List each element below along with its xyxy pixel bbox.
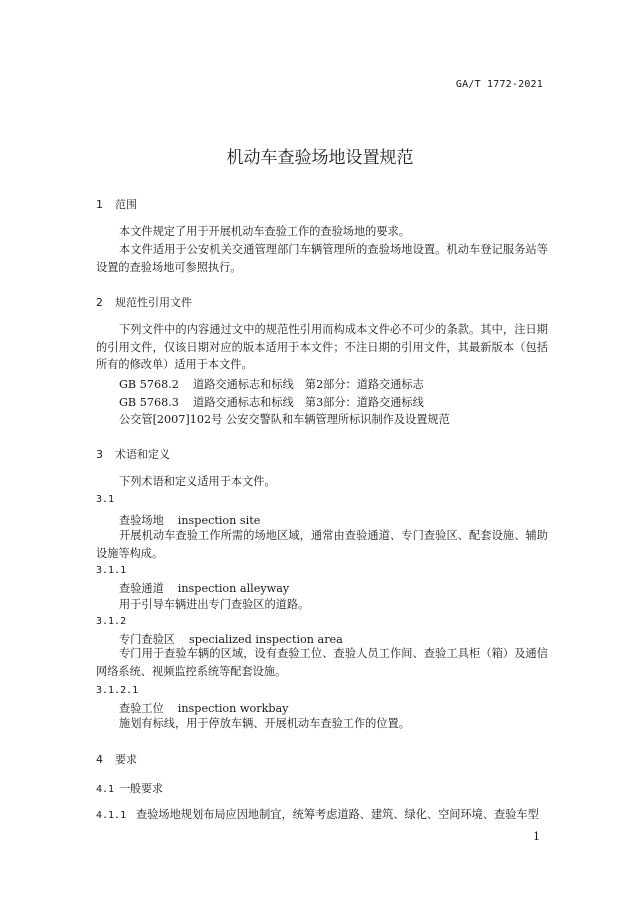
reference-code: 公交管[2007]102号 (119, 413, 223, 426)
term-definition: 施划有标线，用于停放车辆、开展机动车查验工作的位置。 (119, 717, 410, 730)
term-chinese: 专门查验区 (119, 633, 175, 646)
term-chinese: 查验场地 (119, 514, 164, 527)
paragraph: 下列文件中的内容通过文中的规范性引用而构成本文件必不可少的条款。其中，注日期的引用文件，仅该日期对应的版本适用于本文件；不注日期的引用文件，其最新版本（包括所有的修改单）适用于本文件。 (96, 323, 548, 372)
section-number: 3 (96, 448, 103, 461)
document-title: 机动车查验场地设置规范 (226, 148, 414, 168)
clause-paragraph (96, 806, 539, 822)
clause-number: 3.1.2 (96, 616, 127, 627)
term-chinese: 查验工位 (119, 702, 164, 715)
section-title: 术语和定义 (115, 448, 170, 461)
clause-number: 3.1 (96, 494, 115, 505)
clause-text: 查验场地规划布局应因地制宜，统筹考虑道路、建筑、绿化、空间环境、查验车型 (136, 808, 539, 821)
reference-item (119, 411, 450, 427)
section-heading-2 (96, 294, 192, 310)
clause-number: 3.1.2.1 (96, 685, 139, 696)
reference-item (119, 376, 424, 392)
term-chinese: 查验通道 (119, 582, 164, 595)
section-title: 要求 (115, 753, 137, 766)
section-title: 范围 (115, 198, 137, 211)
reference-item (119, 394, 424, 410)
reference-title: 道路交通标志和标线 第3部分：道路交通标线 (193, 396, 424, 409)
term-definition: 专门用于查验车辆的区域，设有查验工位、查验人员工作间、查验工具柜（箱）及通信网络系统、视频监控系统等配套设施。 (96, 647, 548, 678)
subsection-title: 一般要求 (119, 782, 163, 795)
term-english: inspection site (177, 514, 261, 527)
term-definition: 用于引导车辆进出专门查验区的道路。 (119, 598, 310, 611)
section-number: 4 (96, 753, 103, 766)
reference-code: GB 5768.3 (119, 396, 179, 409)
reference-title: 道路交通标志和标线 第2部分：道路交通标志 (193, 378, 424, 391)
term-entry (119, 580, 289, 596)
term-entry (119, 700, 289, 716)
clause-number: 4.1.1 (96, 810, 127, 821)
subsection-number: 4.1 (96, 784, 115, 795)
term-english: inspection alleyway (177, 582, 290, 595)
section-title: 规范性引用文件 (115, 296, 192, 309)
paragraph: 下列术语和定义适用于本文件。 (119, 475, 276, 488)
paragraph: 本文件规定了用于开展机动车查验工作的查验场地的要求。 (119, 225, 410, 238)
standard-code: GA/T 1772-2021 (455, 79, 543, 90)
section-number: 2 (96, 296, 103, 309)
reference-code: GB 5768.2 (119, 378, 179, 391)
section-number: 1 (96, 198, 103, 211)
term-english: inspection workbay (177, 702, 289, 715)
term-definition: 开展机动车查验工作所需的场地区域，通常由查验通道、专门查验区、配套设施、辅助设施等构成。 (96, 529, 548, 560)
page-number: 1 (533, 830, 540, 843)
section-heading-4 (96, 751, 137, 767)
term-entry (119, 512, 260, 528)
section-heading-1 (96, 196, 137, 212)
subsection-heading (96, 780, 163, 796)
paragraph: 本文件适用于公安机关交通管理部门车辆管理所的查验场地设置。机动车登记服务站等设置的查验场地可参照执行。 (96, 243, 548, 274)
clause-number: 3.1.1 (96, 565, 127, 576)
term-english: specialized inspection area (188, 633, 343, 646)
reference-title: 公安交警队和车辆管理所标识制作及设置规范 (226, 413, 450, 426)
section-heading-3 (96, 446, 170, 462)
